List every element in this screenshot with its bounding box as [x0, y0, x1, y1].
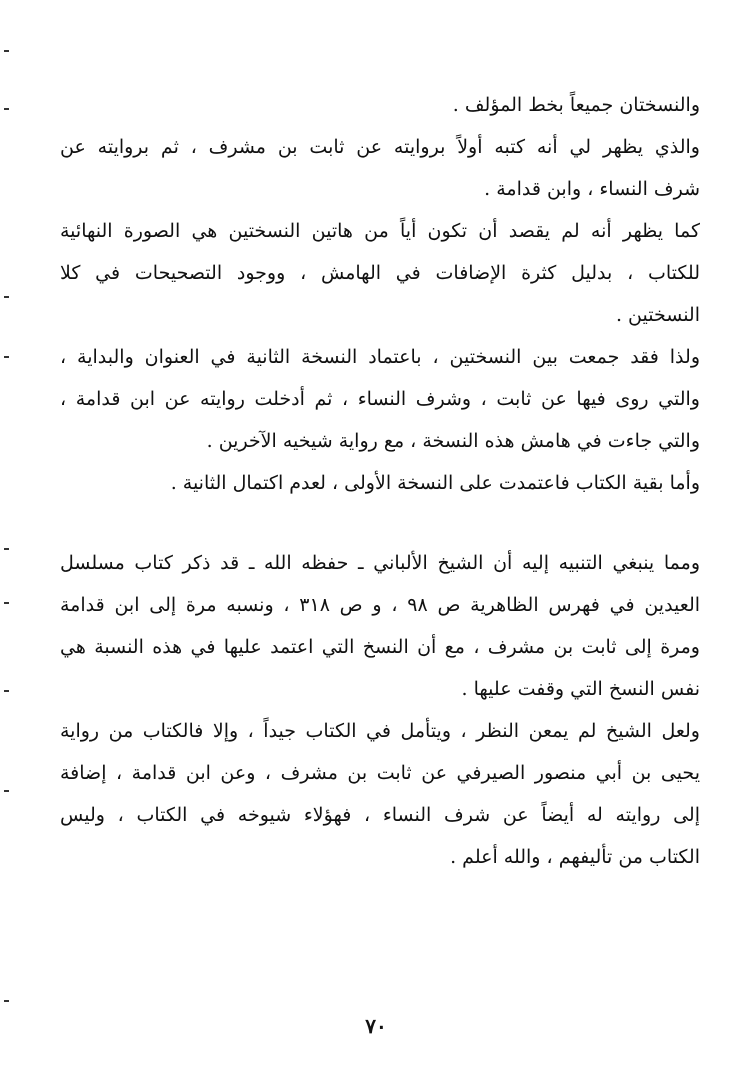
text-line: والتي روى فيها عن ثابت ، وشرف النساء ، ثم أدخلت روايته عن ابن قدامة ، — [60, 388, 700, 410]
text-block-bottom — [60, 542, 700, 878]
text-line: ومرة إلى ثابت بن مشرف ، مع أن النسخ التي اعتمد عليها في هذه النسبة هي — [60, 636, 700, 658]
text-line: والنسختان جميعاً بخط المؤلف . — [452, 94, 700, 116]
text-block-top — [60, 84, 700, 504]
text-line: الكتاب من تأليفهم ، والله أعلم . — [450, 846, 700, 868]
text-line: نفس النسخ التي وقفت عليها . — [461, 678, 700, 700]
page-number: ٧٠ — [365, 1014, 387, 1038]
text-line: يحيى بن أبي منصور الصيرفي عن ثابت بن مشرف ، وعن ابن قدامة ، إضافة — [60, 762, 700, 784]
margin-mark — [4, 356, 9, 358]
margin-mark — [4, 1000, 9, 1002]
margin-mark — [4, 108, 9, 110]
text-line: العيدين في فهرس الظاهرية ص ٩٨ ، و ص ٣١٨ ، ونسبه مرة إلى ابن قدامة — [60, 594, 700, 616]
text-line: كما يظهر أنه لم يقصد أن تكون أياً من هاتين النسختين هي الصورة النهائية — [60, 220, 700, 242]
text-line: إلى روايته له أيضاً عن شرف النساء ، فهؤلاء شيوخه في الكتاب ، وليس — [60, 804, 700, 826]
text-line: للكتاب ، بدليل كثرة الإضافات في الهامش ، ووجود التصحيحات في كلا — [60, 262, 700, 284]
text-line: ولذا فقد جمعت بين النسختين ، باعتماد النسخة الثانية في العنوان والبداية ، — [60, 346, 700, 368]
margin-mark — [4, 790, 9, 792]
text-line: شرف النساء ، وابن قدامة . — [484, 178, 700, 200]
margin-mark — [4, 296, 9, 298]
text-line: ولعل الشيخ لم يمعن النظر ، ويتأمل في الكتاب جيداً ، وإلا فالكتاب من رواية — [60, 720, 700, 742]
margin-mark — [4, 50, 9, 52]
text-line: وأما بقية الكتاب فاعتمدت على النسخة الأولى ، لعدم اكتمال الثانية . — [170, 472, 700, 494]
text-line: والذي يظهر لي أنه كتبه أولاً بروايته عن ثابت بن مشرف ، ثم بروايته عن — [60, 136, 700, 158]
text-line: والتي جاءت في هامش هذه النسخة ، مع رواية شيخيه الآخرين . — [206, 430, 700, 452]
margin-mark — [4, 548, 9, 550]
margin-mark — [4, 690, 9, 692]
margin-mark — [4, 602, 9, 604]
text-line: النسختين . — [615, 304, 700, 326]
text-line: ومما ينبغي التنبيه إليه أن الشيخ الألباني ـ حفظه الله ـ قد ذكر كتاب مسلسل — [60, 552, 700, 574]
